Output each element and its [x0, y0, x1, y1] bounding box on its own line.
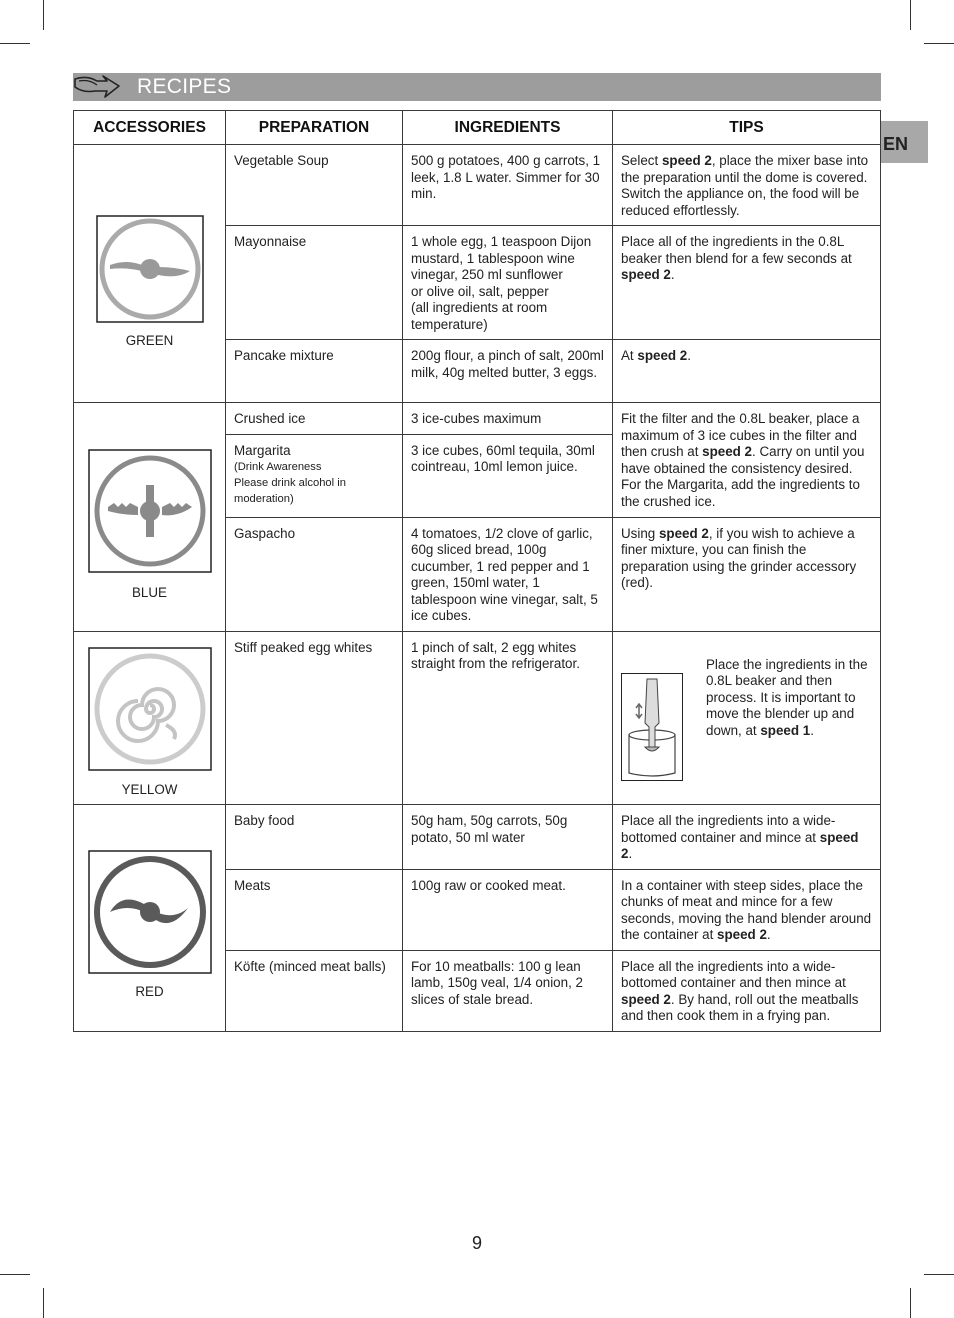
tip-cell [613, 805, 881, 870]
blue-blade-icon [88, 449, 212, 573]
crop-mark [43, 1288, 44, 1318]
tip-text: Place all the ingredients into a wide-bottomed container and mince at [621, 813, 836, 845]
tip-speed: speed 2 [621, 267, 671, 282]
tip-speed: speed 2 [637, 348, 688, 363]
column-header: PREPARATION [226, 111, 403, 145]
accessory-cell-yellow [74, 631, 226, 805]
prep-cell: Stiff peaked egg whites [226, 631, 403, 805]
table-row [74, 805, 881, 870]
tip-cell [613, 340, 881, 403]
tip-text-block [706, 657, 872, 740]
red-blade-icon [88, 850, 212, 974]
tip-text: , place the mixer base into the preparation until the dome is covered. Switch the appliance on, the food will be reduced effortlessly. [621, 153, 869, 218]
column-header: ACCESSORIES [74, 111, 226, 145]
tip-text: Select [621, 153, 662, 168]
tip-speed: speed 1 [760, 722, 811, 738]
tip-cell [613, 226, 881, 340]
accessory-label: YELLOW [121, 781, 178, 797]
tip-speed: speed 2 [717, 927, 767, 942]
tip-text: . Carry on until you have obtained the consistency desired. For the Margarita, add the ingredients to the crushed ice. [621, 444, 865, 509]
language-tab: EN [881, 121, 928, 163]
accessory-label: BLUE [132, 585, 167, 600]
tip-speed: speed 2 [658, 525, 709, 541]
tip-text: Place the ingredients in the 0.8L beaker and then process. It is important to move the blender up and down, at [706, 656, 868, 738]
hand-blender-beaker-illustration [621, 673, 683, 781]
prep-cell: Vegetable Soup [226, 145, 403, 226]
tip-text: . By hand, roll out the meatballs and then cook them in a frying pan. [621, 991, 859, 1023]
ingredients-cell: 1 whole egg, 1 teaspoon Dijon mustard, 1 tablespoon wine vinegar, 250 ml sunflower or olive oil, salt, pepper (all ingredients at room temperature) [403, 226, 613, 340]
crop-mark [924, 43, 954, 44]
table-row [74, 631, 881, 805]
tip-cell [613, 869, 881, 950]
tip-speed: speed 2 [621, 829, 859, 861]
tip-cell [613, 145, 881, 226]
tip-text: Using [621, 525, 659, 541]
table-row [74, 145, 881, 226]
tip-text: . [687, 348, 691, 363]
tip-text: , if you wish to achieve a finer mixture, you can finish the preparation using the grinder accessory (red). [621, 525, 857, 590]
section-title: RECIPES [137, 75, 232, 98]
page-number: 9 [471, 1233, 482, 1253]
accessory-cell-red [74, 805, 226, 1032]
ingredients-cell: For 10 meatballs: 100 g lean lamb, 150g veal, 1/4 onion, 2 slices of stale bread. [403, 950, 613, 1031]
ingredients-cell: 1 pinch of salt, 2 egg whites straight from the refrigerator. [403, 631, 613, 805]
prep-cell [226, 434, 403, 517]
tip-text: . [810, 722, 814, 738]
prep-note: (Drink Awareness Please drink alcohol in moderation) [234, 461, 346, 505]
tip-text: . [628, 846, 633, 861]
prep-cell: Mayonnaise [226, 226, 403, 340]
accessory-label: RED [135, 984, 164, 999]
section-banner [73, 73, 881, 101]
table-header-row [74, 111, 881, 145]
crop-mark [910, 0, 911, 30]
ingredients-cell: 500 g potatoes, 400 g carrots, 1 leek, 1.8 L water. Simmer for 30 min. [403, 145, 613, 226]
crop-mark [924, 1274, 954, 1275]
prep-cell: Crushed ice [226, 403, 403, 435]
tip-text: Place all the ingredients into a wide-bottomed container and then mince at [621, 958, 846, 990]
tip-speed: speed 2 [621, 991, 671, 1007]
prep-cell: Köfte (minced meat balls) [226, 950, 403, 1031]
tip-text: In a container with steep sides, place the chunks of meat and mince for a few seconds, moving the hand blender around the container at [621, 877, 872, 942]
column-header: INGREDIENTS [403, 111, 613, 145]
prep-cell: Meats [226, 869, 403, 950]
tip-text: . [670, 267, 675, 282]
crop-mark [43, 0, 44, 30]
tip-text: . [766, 927, 771, 942]
arrow-icon [73, 73, 123, 101]
ingredients-cell: 3 ice cubes, 60ml tequila, 30ml cointreau, 10ml lemon juice. [403, 434, 613, 517]
ingredients-cell: 4 tomatoes, 1/2 clove of garlic, 60g sliced bread, 100g cucumber, 1 red pepper and 1 green, 150ml water, 1 tablespoon wine vinegar, salt, 5 ice cubes. [403, 517, 613, 631]
tip-cell [613, 403, 881, 518]
recipes-table [73, 110, 881, 1032]
tip-text: Fit the filter and the 0.8L beaker, place a maximum of 3 ice cubes in the filter and then crush at [621, 411, 860, 459]
ingredients-cell: 200g flour, a pinch of salt, 200ml milk, 40g melted butter, 3 eggs. [403, 340, 613, 403]
tip-speed: speed 2 [702, 444, 753, 459]
ingredients-cell: 3 ice-cubes maximum [403, 403, 613, 435]
tip-cell [613, 950, 881, 1031]
ingredients-cell: 50g ham, 50g carrots, 50g potato, 50 ml water [403, 805, 613, 870]
tip-cell [613, 517, 881, 631]
tip-text: Place all of the ingredients in the 0.8L beaker then blend for a few seconds at [621, 234, 852, 266]
accessory-cell-green [74, 145, 226, 403]
tip-text: At [621, 348, 638, 363]
column-header: TIPS [613, 111, 881, 145]
ingredients-cell: 100g raw or cooked meat. [403, 869, 613, 950]
prep-name: Margarita [234, 442, 291, 458]
crop-mark [0, 1274, 30, 1275]
green-blade-icon [96, 215, 204, 323]
tip-speed: speed 2 [661, 153, 712, 168]
accessory-cell-blue [74, 403, 226, 632]
tip-cell [613, 631, 881, 805]
crop-mark [910, 1288, 911, 1318]
prep-cell: Baby food [226, 805, 403, 870]
accessory-label: GREEN [125, 333, 174, 348]
crop-mark [0, 43, 30, 44]
table-row [74, 403, 881, 435]
prep-cell: Pancake mixture [226, 340, 403, 403]
yellow-whisk-icon [88, 647, 212, 771]
prep-cell: Gaspacho [226, 517, 403, 631]
